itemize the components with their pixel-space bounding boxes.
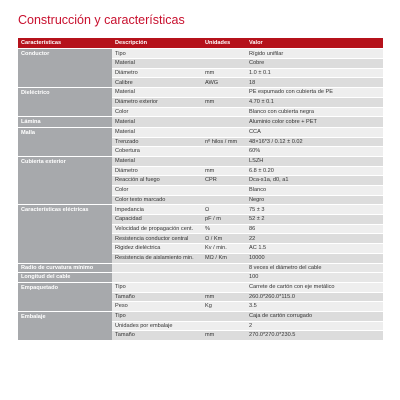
description-cell: Tipo: [112, 311, 202, 321]
description-cell: Tamaño: [112, 331, 202, 341]
page-title: Construcción y características: [18, 13, 185, 27]
unit-cell: [202, 311, 246, 321]
value-cell: Carrete de cartón con eje metálico: [246, 282, 383, 292]
value-cell: 48×16*3 / 0.12 ± 0.02: [246, 137, 383, 147]
unit-cell: [202, 156, 246, 166]
description-cell: Impedancia: [112, 205, 202, 215]
unit-cell: mm: [202, 68, 246, 78]
unit-cell: Kg: [202, 302, 246, 312]
category-label: Cubierta exterior: [18, 156, 112, 204]
description-cell: Unidades por embalaje: [112, 321, 202, 331]
table-row: [18, 282, 383, 292]
unit-cell: [202, 49, 246, 59]
value-cell: Blanco: [246, 186, 383, 196]
description-cell: Calibre: [112, 78, 202, 88]
unit-cell: mm: [202, 97, 246, 107]
value-cell: PE espumado con cubierta de PE: [246, 88, 383, 98]
category-label: Malla: [18, 127, 112, 156]
unit-cell: [202, 147, 246, 157]
unit-cell: [202, 282, 246, 292]
description-cell: Trenzado: [112, 137, 202, 147]
unit-cell: AWG: [202, 78, 246, 88]
unit-cell: MΩ / Km: [202, 253, 246, 263]
unit-cell: %: [202, 224, 246, 234]
unit-cell: [202, 321, 246, 331]
description-cell: Tipo: [112, 49, 202, 59]
unit-cell: [202, 59, 246, 69]
value-cell: 260.0*260.0*115.0: [246, 292, 383, 302]
unit-cell: [202, 186, 246, 196]
unit-cell: mm: [202, 166, 246, 176]
value-cell: 2: [246, 321, 383, 331]
unit-cell: [202, 117, 246, 128]
table-body: [18, 49, 383, 341]
unit-cell: nº hilos / mm: [202, 137, 246, 147]
description-cell: Tamaño: [112, 292, 202, 302]
description-cell: Color: [112, 186, 202, 196]
category-label: Radio de curvatura mínimo: [18, 263, 112, 273]
value-cell: 10000: [246, 253, 383, 263]
description-cell: Peso: [112, 302, 202, 312]
table-row: [18, 49, 383, 59]
table-header-row: [18, 38, 383, 49]
value-cell: Aluminio color cobre + PET: [246, 117, 383, 128]
value-cell: Negro: [246, 195, 383, 205]
category-label: Conductor: [18, 49, 112, 88]
unit-cell: [202, 127, 246, 137]
header-caracteristicas: Características: [18, 38, 112, 49]
unit-cell: mm: [202, 292, 246, 302]
header-unidades: Unidades: [202, 38, 246, 49]
category-label: Embalaje: [18, 311, 112, 340]
value-cell: 100: [246, 273, 383, 283]
description-cell: Material: [112, 59, 202, 69]
unit-cell: Ω: [202, 205, 246, 215]
value-cell: AC 1.5: [246, 244, 383, 254]
category-label: Empaquetado: [18, 282, 112, 311]
value-cell: 75 ± 3: [246, 205, 383, 215]
table-row: [18, 311, 383, 321]
table-row: [18, 263, 383, 273]
description-cell: Cobertura: [112, 147, 202, 157]
header-descripcion: Descripción: [112, 38, 202, 49]
table-row: [18, 127, 383, 137]
unit-cell: pF / m: [202, 215, 246, 225]
unit-cell: Ω / Km: [202, 234, 246, 244]
description-cell: Resistencia de aislamiento min.: [112, 253, 202, 263]
value-cell: LSZH: [246, 156, 383, 166]
value-cell: CCA: [246, 127, 383, 137]
value-cell: 22: [246, 234, 383, 244]
description-cell: Diámetro exterior: [112, 97, 202, 107]
description-cell: Material: [112, 88, 202, 98]
description-cell: Color: [112, 107, 202, 117]
description-cell: Diámetro: [112, 68, 202, 78]
unit-cell: CPR: [202, 176, 246, 186]
value-cell: 60%: [246, 147, 383, 157]
description-cell: Capacidad: [112, 215, 202, 225]
value-cell: 3.5: [246, 302, 383, 312]
description-cell: Material: [112, 127, 202, 137]
empty-cell: [112, 263, 246, 273]
value-cell: 86: [246, 224, 383, 234]
spec-table: [18, 38, 383, 341]
empty-cell: [112, 273, 246, 283]
description-cell: Velocidad de propagación cent.: [112, 224, 202, 234]
value-cell: Cobre: [246, 59, 383, 69]
unit-cell: mm: [202, 331, 246, 341]
value-cell: 18: [246, 78, 383, 88]
unit-cell: Kv / min.: [202, 244, 246, 254]
value-cell: 4.70 ± 0.1: [246, 97, 383, 107]
unit-cell: [202, 88, 246, 98]
table-row: [18, 156, 383, 166]
category-label: Dieléctrico: [18, 88, 112, 117]
value-cell: Dca-s1a, d0, a1: [246, 176, 383, 186]
table-row: [18, 88, 383, 98]
value-cell: Blanco con cubierta negra: [246, 107, 383, 117]
value-cell: 1.0 ± 0.1: [246, 68, 383, 78]
description-cell: Material: [112, 156, 202, 166]
header-valor: Valor: [246, 38, 383, 49]
description-cell: Diámetro: [112, 166, 202, 176]
spec-sheet: [18, 12, 383, 341]
value-cell: 6.8 ± 0.20: [246, 166, 383, 176]
description-cell: Color texto marcado: [112, 195, 202, 205]
value-cell: 52 ± 2: [246, 215, 383, 225]
description-cell: Tipo: [112, 282, 202, 292]
value-cell: Rígido unifilar: [246, 49, 383, 59]
description-cell: Resistencia conductor central: [112, 234, 202, 244]
value-cell: Caja de cartón corrugado: [246, 311, 383, 321]
description-cell: Material: [112, 117, 202, 128]
value-cell: 8 veces el diámetro del cable: [246, 263, 383, 273]
unit-cell: [202, 107, 246, 117]
category-label: Longitud del cable: [18, 273, 112, 283]
description-cell: Reacción al fuego: [112, 176, 202, 186]
category-label: Características eléctricas: [18, 205, 112, 263]
table-row: [18, 205, 383, 215]
table-row: [18, 273, 383, 283]
unit-cell: [202, 195, 246, 205]
description-cell: Rigidez dieléctrica: [112, 244, 202, 254]
value-cell: 270.0*270.0*230.5: [246, 331, 383, 341]
table-row: [18, 117, 383, 128]
category-label: Lámina: [18, 117, 112, 128]
